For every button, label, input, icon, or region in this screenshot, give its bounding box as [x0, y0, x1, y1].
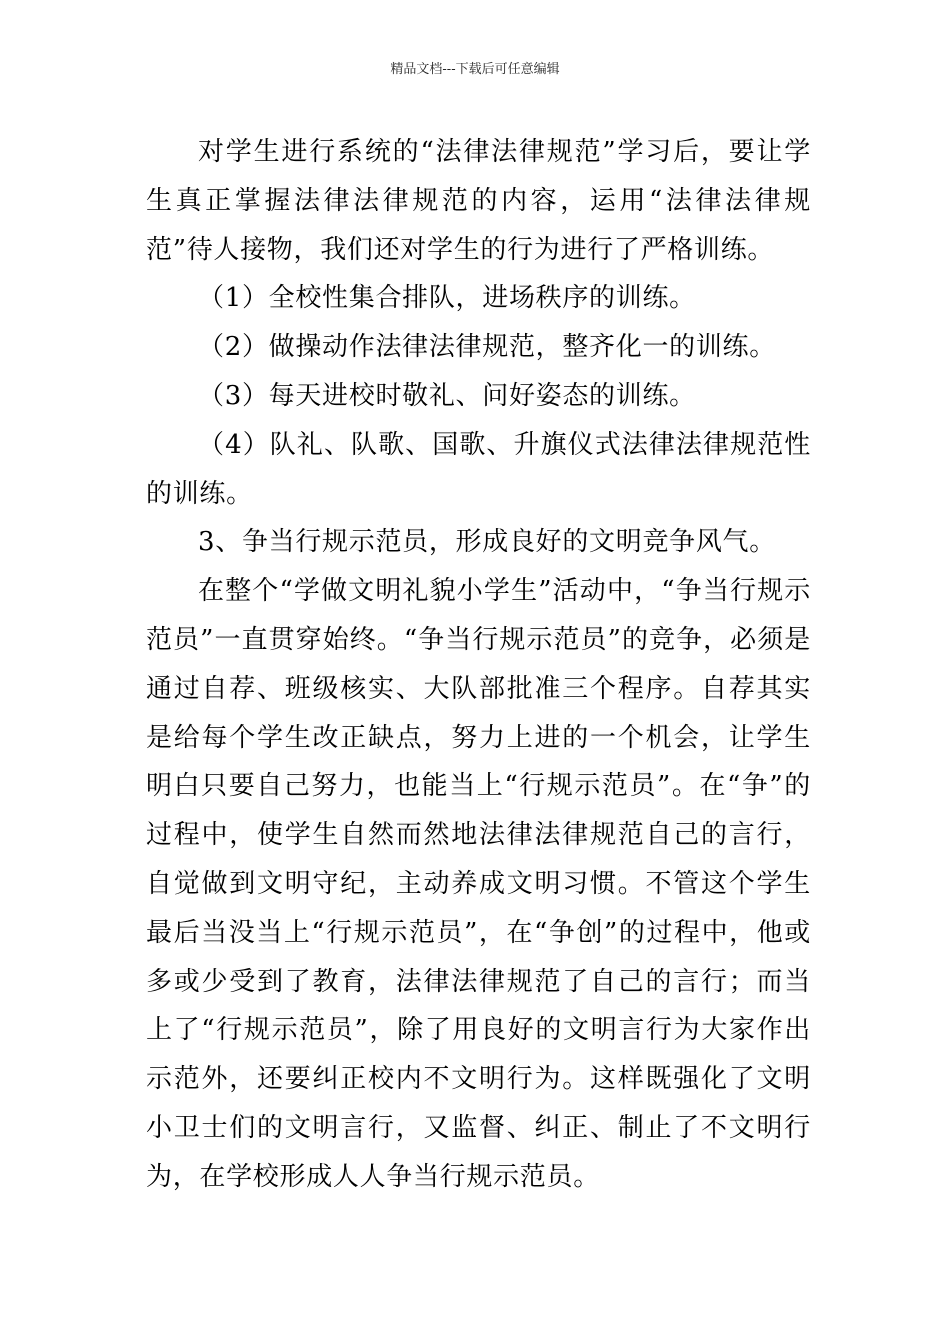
document-body: [146, 128, 811, 1202]
paragraph-training-item-1: （1）全校性集合排队，进场秩序的训练。: [198, 283, 696, 314]
paragraph-training-item-2: （2）做操动作法律法律规范，整齐化一的训练。: [198, 332, 776, 363]
paragraph-training-intro: 对学生进行系统的“法律法律规范”学习后，要让学生真正掌握法律法律规范的内容，运用“法律法律规范”待人接物，我们还对学生的行为进行了严格训练。: [146, 137, 811, 265]
page-header: 精品文档---下载后可任意编辑: [390, 62, 560, 77]
paragraph-training-item-3: （3）每天进校时敬礼、问好姿态的训练。: [198, 380, 696, 411]
section-heading-3: 3、争当行规示范员，形成良好的文明竞争风气。: [198, 527, 776, 558]
paragraph-demonstrator: 在整个“学做文明礼貌小学生”活动中，“争当行规示范员”一直贯穿始终。“争当行规示范员”的竞争，必须是通过自荐、班级核实、大队部批准三个程序。自荐其实是给每个学生改正缺点，努力上进的一个机会，让学生明白只要自己努力，也能当上“行规示范员”。在“争”的过程中，使学生自然而然地法律法律规范自己的言行，自觉做到文明守纪，主动养成文明习惯。不管这个学生最后当没当上“行规示范员”，在“争创”的过程中，他或多或少受到了教育，法律法律规范了自己的言行；而当上了“行规示范员”，除了用良好的文明言行为大家作出示范外，还要纠正校内不文明行为。这样既强化了文明小卫士们的文明言行，又监督、纠正、制止了不文明行为，在学校形成人人争当行规示范员。: [146, 576, 811, 1192]
paragraph-training-item-4: （4）队礼、队歌、国歌、升旗仪式法律法律规范性的训练。: [146, 429, 811, 509]
